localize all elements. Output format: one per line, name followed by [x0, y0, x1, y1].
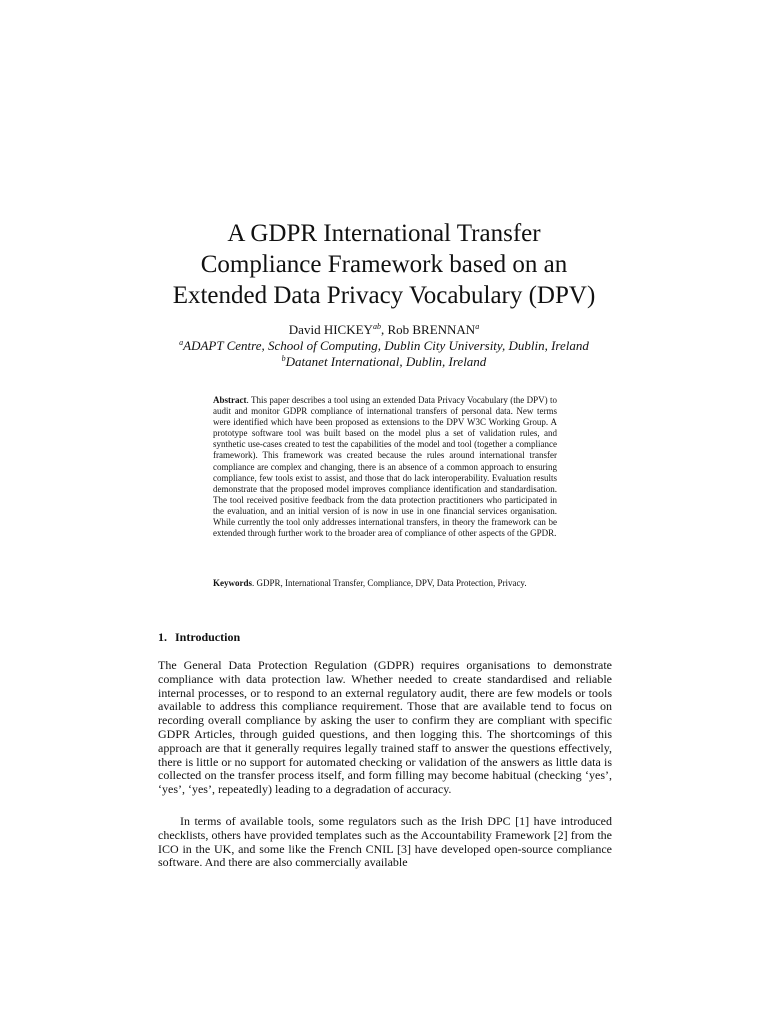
affiliation [0, 337, 768, 354]
paper-title [0, 218, 768, 311]
affiliation-marker: a [179, 338, 184, 347]
section-heading [158, 630, 240, 645]
affiliation [0, 353, 768, 370]
abstract-text: . This paper describes a tool using an extended Data Privacy Vocabulary (the DPV) to audit and monitor GDPR compliance of international transfers of personal data. New terms were identified which have been proposed as extensions to the DPV W3C Working Group. A prototype software tool was built based on the model plus a set of validation rules, and synthetic use-cases created to test the capabilities of the model and tool (together a compliance framework). This framework was created because the rules around international transfer compliance are complex and changing, there is an absence of a common approach to ensuring compliance, few tools exist to assist, and those that do lack interoperability. Evaluation results demonstrate that the proposed model improves compliance identification and standardisation. The tool received positive feedback from the data protection practitioners who participated in the evaluation, and an initial version of is now in use in one financial services organisation. While currently the tool only addresses international transfers, in theory the framework can be extended through further work to the broader area of compliance of other aspects of the GPDR. [213, 395, 557, 539]
affiliation-text: ADAPT Centre, School of Computing, Dublin City University, Dublin, Ireland [183, 338, 589, 353]
abstract-label: Abstract [213, 395, 247, 405]
section-title: Introduction [175, 630, 241, 644]
title-line: A GDPR International Transfer [227, 220, 541, 247]
affiliation-marker: b [281, 354, 286, 363]
section-number: 1. [158, 630, 167, 644]
author-list [0, 321, 768, 338]
title-line: Compliance Framework based on an [200, 251, 568, 278]
author-name: Rob BRENNAN [387, 322, 476, 337]
title-line: Extended Data Privacy Vocabulary (DPV) [172, 282, 596, 309]
author-name: David HICKEY [288, 322, 373, 337]
affiliation-text: Datanet International, Dublin, Ireland [285, 354, 487, 369]
body-paragraph: In terms of available tools, some regulators such as the Irish DPC [1] have introduced checklists, others have provided templates such as the Accountability Framework [2] from the ICO in the UK, and some like the French CNIL [3] have developed open-source compliance software. And there are also commercially available [158, 814, 612, 870]
author-separator: , [380, 322, 388, 337]
keywords-text: . GDPR, International Transfer, Compliance, DPV, Data Protection, Privacy. [252, 578, 527, 588]
keywords-label: Keywords [213, 578, 252, 588]
keywords [213, 578, 557, 589]
author-affiliation-marker: a [475, 322, 480, 331]
body-paragraph: The General Data Protection Regulation (GDPR) requires organisations to demonstrate compliance with data protection law. Whether needed to create standardised and reliable internal processes, or to respond to an external regulatory audit, there are few models or tools available to address this compliance requirement. Those that are available tend to focus on recording overall compliance by asking the user to confirm they are compliant with specific GDPR Articles, through guided questions, and then logging this. The shortcomings of this approach are that it generally requires legally trained staff to answer the questions effectively, there is little or no support for automated checking or validation of the answers as little data is collected on the transfer process itself, and form filling may become habitual (checking ‘yes’, ‘yes’, ‘yes’, repeatedly) leading to a degradation of accuracy. [158, 658, 612, 797]
abstract [213, 395, 557, 539]
author-affiliation-marker: ab [372, 322, 381, 331]
